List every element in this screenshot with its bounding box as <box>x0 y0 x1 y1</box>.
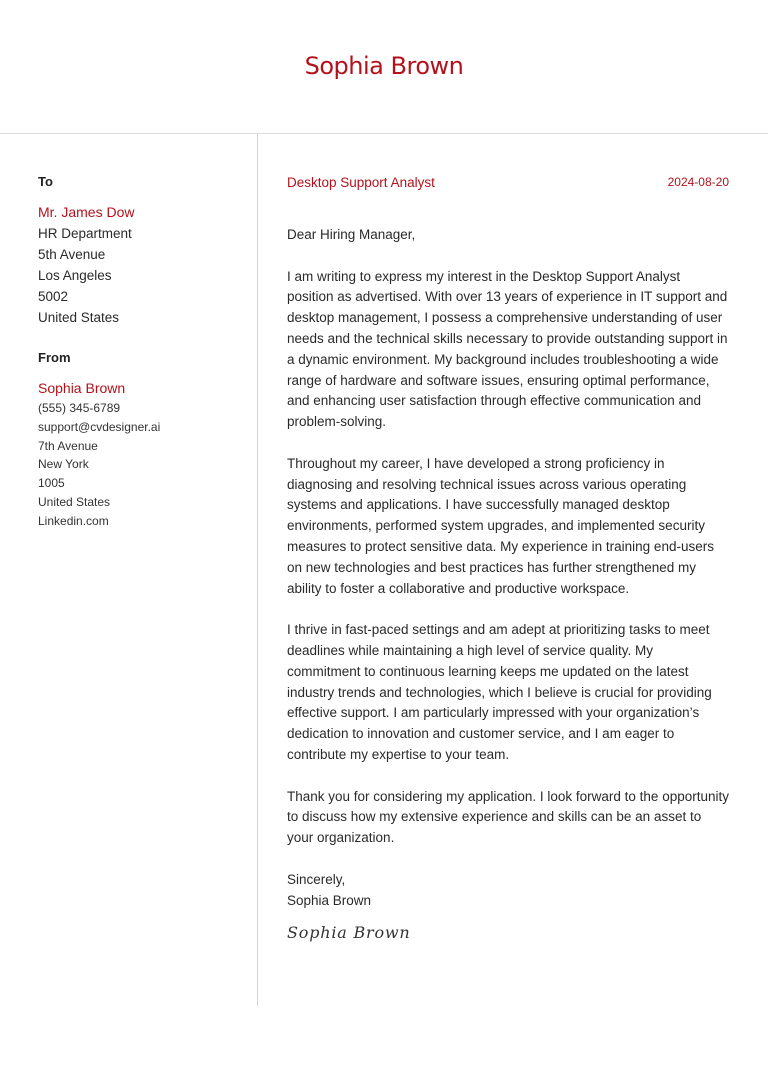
letter-date: 2024-08-20 <box>667 175 729 189</box>
closing-name: Sophia Brown <box>287 892 372 908</box>
sender-contact <box>38 399 248 531</box>
sender-linkedin: Linkedin.com <box>38 513 109 528</box>
recipient-street: 5th Avenue <box>38 247 106 262</box>
recipient-department: HR Department <box>38 226 132 241</box>
closing <box>287 870 729 912</box>
recipient-address <box>38 223 248 328</box>
recipient-country: United States <box>38 310 120 325</box>
recipient-city: Los Angeles <box>38 268 112 283</box>
recipient-name: Mr. James Dow <box>38 204 135 220</box>
salutation: Dear Hiring Manager, <box>287 227 416 242</box>
sender-country: United States <box>38 494 111 509</box>
signature: Sophia Brown <box>287 923 411 943</box>
sender-postal-code: 1005 <box>38 476 65 491</box>
paragraph-thanks: Thank you for considering my application. I look forward to the opportunity to discuss how my extensive experience and skills can be an asset to your organization. <box>287 788 729 846</box>
sender-name: Sophia Brown <box>38 380 126 396</box>
letter-meta <box>287 174 729 192</box>
sender-phone: (555) 345-6789 <box>38 401 121 415</box>
sender-block <box>38 350 248 531</box>
letter-body <box>287 174 729 942</box>
job-title: Desktop Support Analyst <box>287 175 435 190</box>
paragraph-strengths: I thrive in fast-paced settings and am adept at prioritizing tasks to meet deadlines while maintaining a high level of service quality. My commitment to continuous learning keeps me updated on the latest industry trends and technologies, which I believe is crucial for providing effective support. I am particularly impressed with your organization’s dedication to innovation and customer service, and I am eager to contribute my expertise to your team. <box>287 622 712 762</box>
sender-email: support@cvdesigner.ai <box>38 419 161 434</box>
sender-street: 7th Avenue <box>38 438 98 453</box>
sender-city: New York <box>38 457 89 472</box>
recipient-postal-code: 5002 <box>38 289 69 304</box>
closing-phrase: Sincerely, <box>287 871 346 887</box>
paragraph-introduction: I am writing to express my interest in the Desktop Support Analyst position as advertised. With over 13 years of experience in IT support and desktop management, I possess a comprehensive understanding of user needs and the technical skills necessary to provide outstanding support in a dynamic environment. My background includes troubleshooting a wide range of hardware and software issues, ensuring optimal performance, and enhancing user satisfaction through effective communication and problem-solving. <box>287 268 728 430</box>
sender-heading: From <box>38 350 71 365</box>
recipient-heading: To <box>38 174 53 189</box>
applicant-name-title: Sophia Brown <box>304 52 464 80</box>
page-header <box>0 0 768 134</box>
column-divider <box>257 134 258 1006</box>
recipient-block <box>38 174 248 328</box>
sidebar <box>38 174 248 531</box>
paragraph-experience: Throughout my career, I have developed a strong proficiency in diagnosing and resolving technical issues across various operating systems and applications. I have successfully managed desktop environments, performed system upgrades, and implemented security measures to protect sensitive data. My experience in training end-users on new technologies and best practices has further strengthened my ability to foster a collaborative and productive workspace. <box>287 455 714 596</box>
